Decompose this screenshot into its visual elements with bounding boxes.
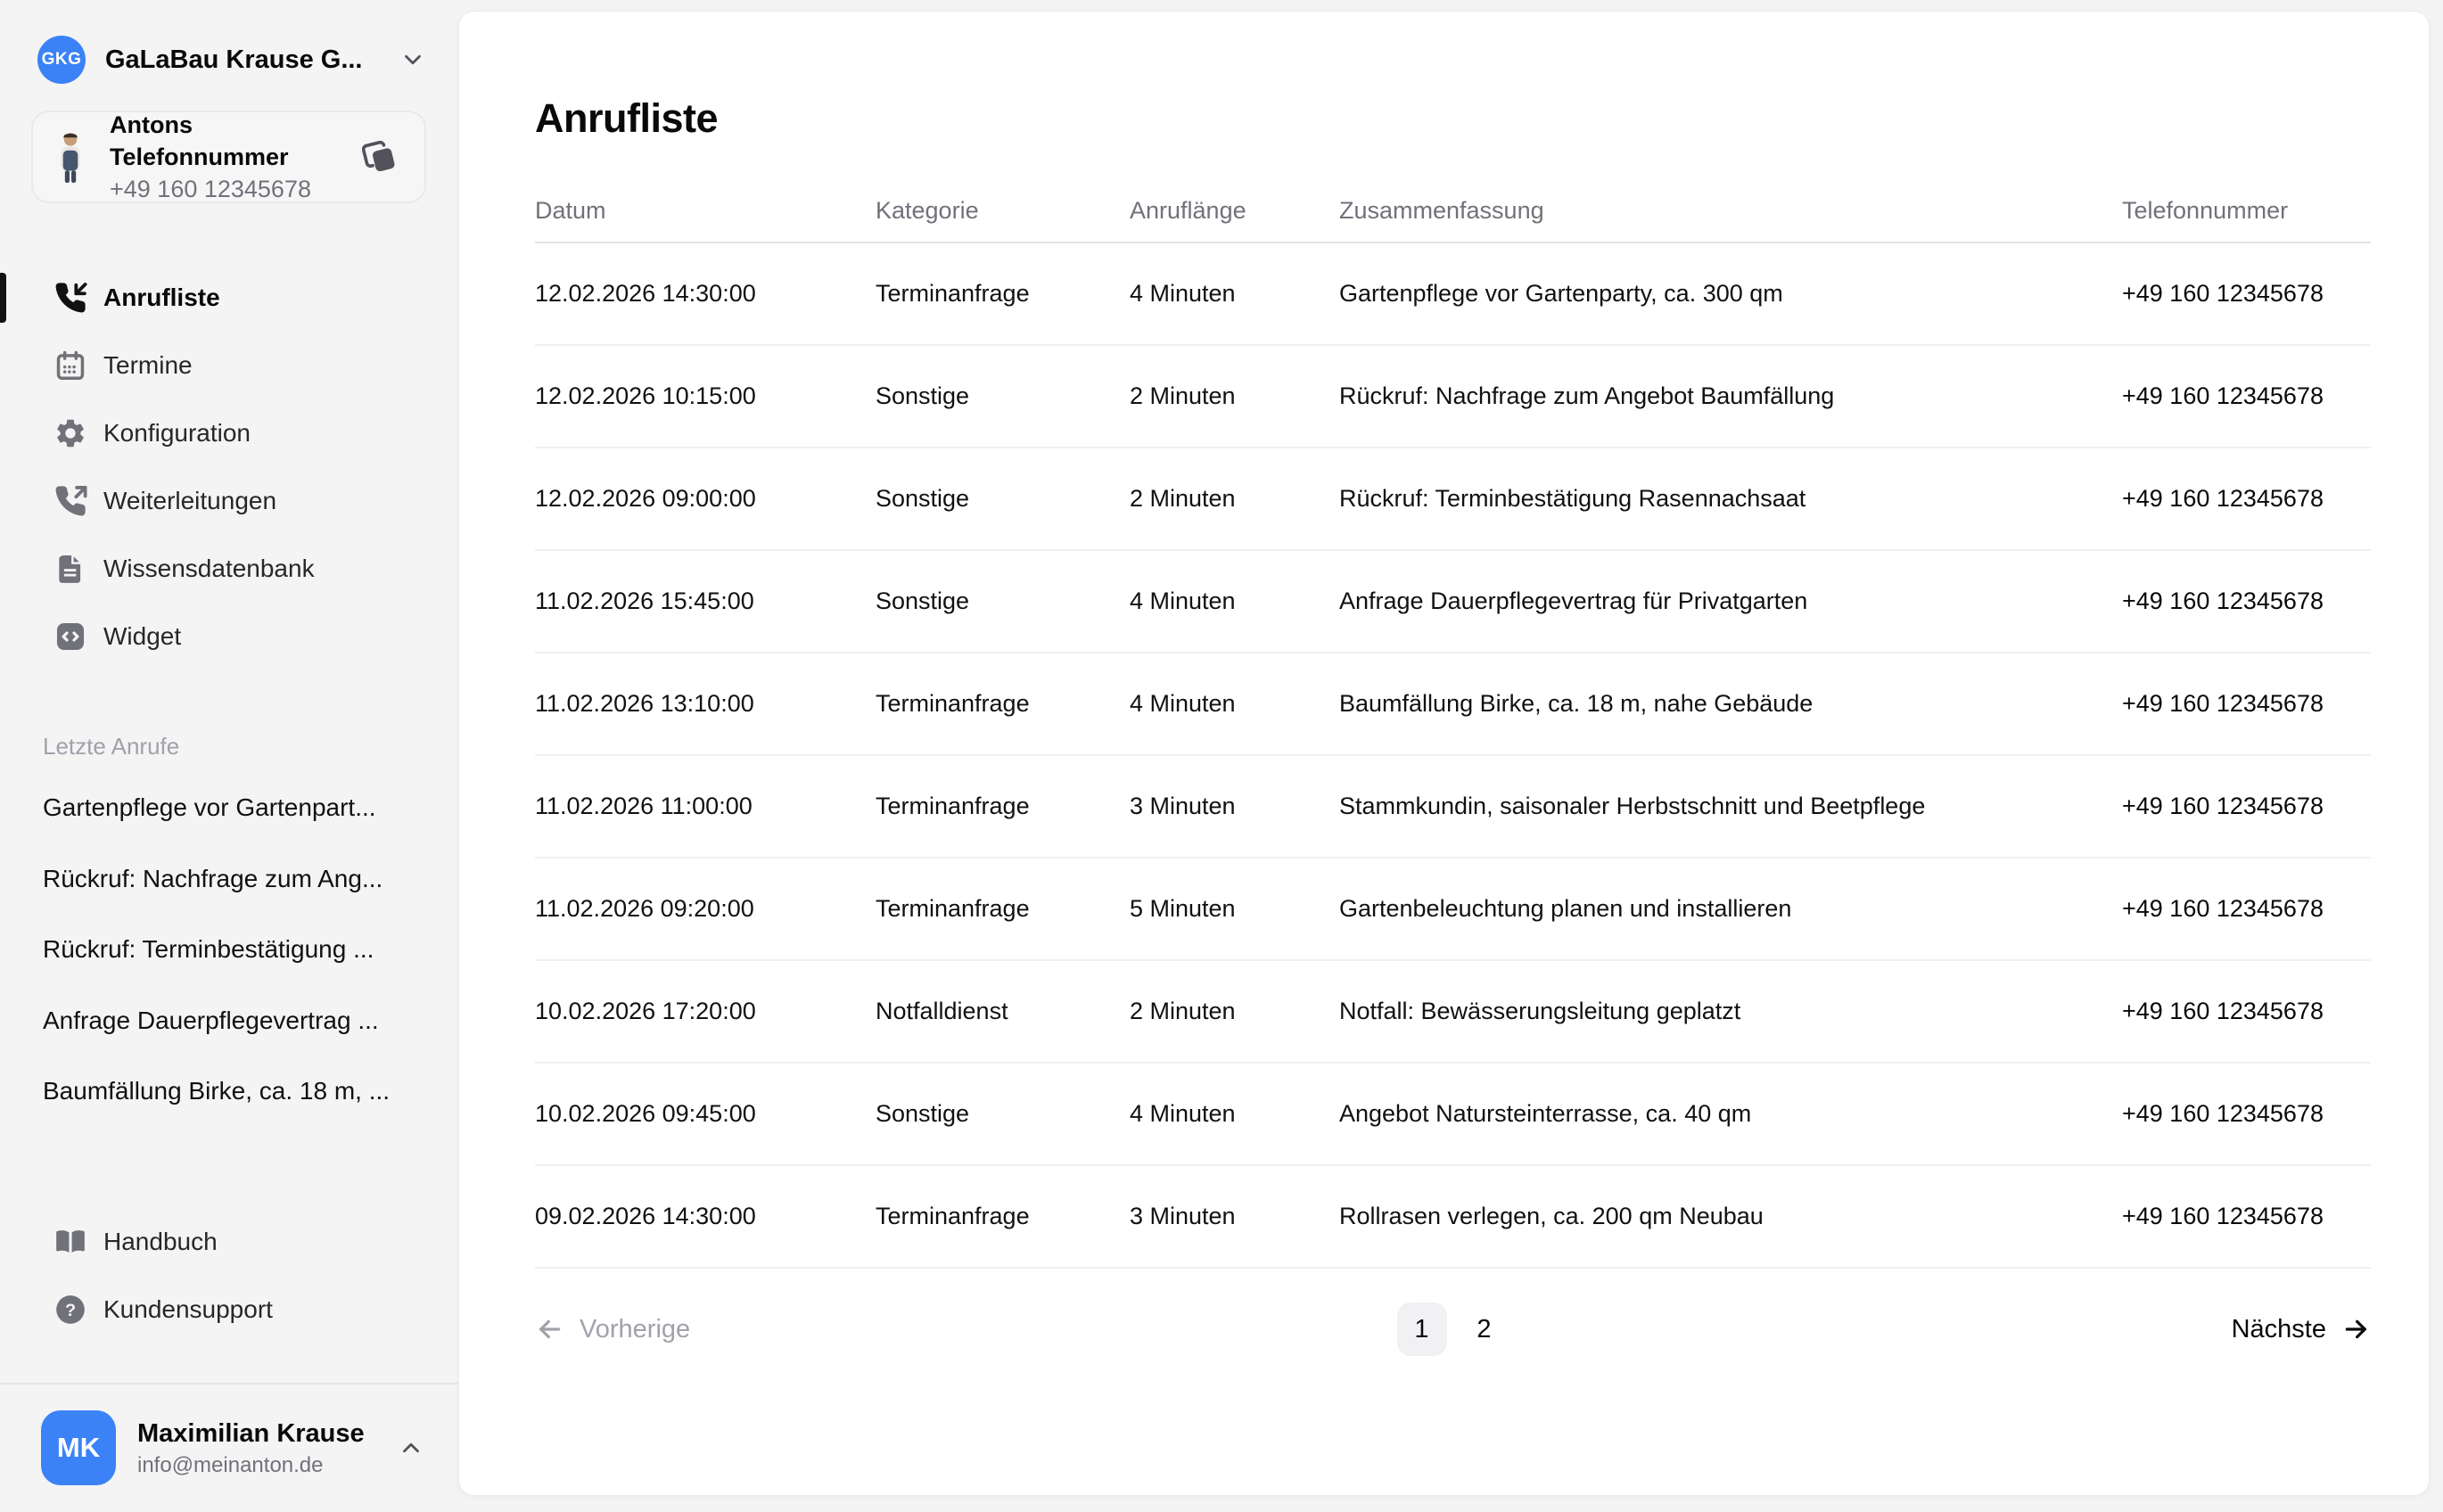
table-row: [535, 961, 2371, 1064]
recent-call-item[interactable]: Rückruf: Nachfrage zum Ang...: [43, 864, 383, 892]
table-row: [535, 243, 2371, 346]
column-header-kategorie: Kategorie: [876, 196, 979, 224]
previous-page-label: Vorherige: [580, 1314, 691, 1344]
recent-call-item[interactable]: Anfrage Dauerpflegevertrag ...: [43, 1006, 379, 1034]
phone-number-link[interactable]: +49 160 12345678: [2122, 280, 2324, 307]
table-row: [535, 859, 2371, 961]
sidebar-nav: [0, 264, 458, 670]
sidebar-item-weiterleitungen[interactable]: [0, 467, 458, 535]
sidebar-item-label: Anrufliste: [103, 284, 220, 311]
cell-datum: 12.02.2026 14:30:00: [535, 280, 756, 307]
cell-anruflaenge: 2 Minuten: [1130, 382, 1236, 409]
sidebar-item-label: Termine: [103, 351, 193, 379]
cell-datum: 11.02.2026 15:45:00: [535, 588, 754, 614]
cell-zusammenfassung: Rückruf: Terminbestätigung Rasennachsaat: [1339, 485, 1806, 512]
pagination: [535, 1301, 2371, 1358]
cell-zusammenfassung: Angebot Natursteinterrasse, ca. 40 qm: [1339, 1100, 1752, 1127]
cell-zusammenfassung: Anfrage Dauerpflegevertrag für Privatgarten: [1339, 588, 1808, 614]
cell-anruflaenge: 4 Minuten: [1130, 690, 1236, 717]
phone-card-number: +49 160 12345678: [110, 175, 311, 202]
table-row: [535, 551, 2371, 653]
cell-zusammenfassung: Stammkundin, saisonaler Herbstschnitt und Beetpflege: [1339, 793, 1926, 819]
cell-zusammenfassung: Rückruf: Nachfrage zum Angebot Baumfällung: [1339, 382, 1835, 409]
phone-number-link[interactable]: +49 160 12345678: [2122, 793, 2324, 819]
cell-kategorie: Sonstige: [876, 588, 970, 614]
svg-text:?: ?: [64, 1300, 77, 1320]
user-email: info@meinanton.de: [137, 1452, 324, 1477]
user-text: [137, 1418, 376, 1479]
cell-kategorie: Notfalldienst: [876, 998, 1008, 1024]
cell-zusammenfassung: Notfall: Bewässerungsleitung geplatzt: [1339, 998, 1741, 1024]
cell-datum: 09.02.2026 14:30:00: [535, 1203, 756, 1229]
page-button-2[interactable]: 2: [1476, 1314, 1492, 1344]
page-numbers: [1397, 1302, 1509, 1356]
cell-anruflaenge: 5 Minuten: [1130, 895, 1236, 922]
main-panel: [458, 11, 2430, 1496]
cell-datum: 11.02.2026 13:10:00: [535, 690, 754, 717]
recent-call-item[interactable]: Gartenpflege vor Gartenpart...: [43, 793, 376, 821]
column-header-datum: Datum: [535, 196, 606, 224]
sidebar-item-handbuch[interactable]: [0, 1208, 458, 1276]
sidebar: [0, 0, 458, 1512]
chevron-up-icon: [398, 1434, 424, 1461]
sidebar-item-label: Wissensdatenbank: [103, 555, 315, 582]
phone-number-link[interactable]: +49 160 12345678: [2122, 690, 2324, 717]
cell-kategorie: Terminanfrage: [876, 280, 1030, 307]
table-row: [535, 756, 2371, 859]
cell-kategorie: Terminanfrage: [876, 793, 1030, 819]
arrow-right-icon: [2342, 1315, 2371, 1344]
cell-anruflaenge: 3 Minuten: [1130, 1203, 1236, 1229]
cell-datum: 12.02.2026 10:15:00: [535, 382, 756, 409]
sidebar-item-label: Handbuch: [103, 1227, 218, 1255]
previous-page-button[interactable]: [535, 1315, 690, 1344]
sidebar-item-anrufliste[interactable]: [0, 264, 458, 332]
book-icon: [53, 1225, 87, 1259]
person-avatar: [54, 130, 86, 184]
phone-number-link[interactable]: +49 160 12345678: [2122, 382, 2324, 409]
cell-anruflaenge: 4 Minuten: [1130, 280, 1236, 307]
cell-kategorie: Sonstige: [876, 1100, 970, 1127]
chevron-down-icon: [399, 46, 426, 73]
page-title: Anrufliste: [535, 95, 719, 141]
user-menu[interactable]: [0, 1383, 458, 1512]
cell-anruflaenge: 4 Minuten: [1130, 588, 1236, 614]
column-header-telefonnummer: Telefonnummer: [2122, 196, 2289, 224]
page-button-1[interactable]: 1: [1397, 1302, 1447, 1356]
phone-incoming-icon: [53, 281, 87, 315]
phone-outgoing-icon: [53, 484, 87, 518]
document-icon: [53, 552, 87, 586]
cell-kategorie: Terminanfrage: [876, 1203, 1030, 1229]
sidebar-item-widget[interactable]: [0, 603, 458, 670]
phone-number-link[interactable]: +49 160 12345678: [2122, 1100, 2324, 1127]
cell-kategorie: Terminanfrage: [876, 690, 1030, 717]
sidebar-item-label: Widget: [103, 622, 182, 650]
sidebar-item-konfiguration[interactable]: [0, 399, 458, 467]
next-page-label: Nächste: [2231, 1314, 2326, 1344]
help-circle-icon: [53, 1293, 87, 1327]
cell-anruflaenge: 4 Minuten: [1130, 1100, 1236, 1127]
phone-card-text: [110, 109, 337, 205]
copy-phone-button[interactable]: [360, 137, 399, 177]
cell-datum: 12.02.2026 09:00:00: [535, 485, 756, 512]
table-row: [535, 346, 2371, 448]
copy-icon: [362, 139, 398, 175]
phone-number-link[interactable]: +49 160 12345678: [2122, 1203, 2324, 1229]
table-header-row: [535, 179, 2371, 243]
calendar-icon: [53, 349, 87, 382]
sidebar-item-kundensupport[interactable]: [0, 1276, 458, 1344]
help-section: [0, 1208, 458, 1383]
phone-card-label: Antons Telefonnummer: [110, 111, 289, 171]
workspace-selector[interactable]: [0, 0, 458, 84]
column-header-anruflaenge: Anruflänge: [1130, 196, 1246, 224]
cell-datum: 11.02.2026 11:00:00: [535, 793, 753, 819]
cell-anruflaenge: 2 Minuten: [1130, 485, 1236, 512]
arrow-left-icon: [535, 1315, 563, 1344]
phone-number-link[interactable]: +49 160 12345678: [2122, 998, 2324, 1024]
cell-zusammenfassung: Rollrasen verlegen, ca. 200 qm Neubau: [1339, 1203, 1764, 1229]
cell-datum: 10.02.2026 17:20:00: [535, 998, 756, 1024]
sidebar-item-wissensdatenbank[interactable]: [0, 535, 458, 603]
sidebar-item-termine[interactable]: [0, 332, 458, 399]
workspace-avatar: GKG: [37, 36, 86, 84]
cell-anruflaenge: 2 Minuten: [1130, 998, 1236, 1024]
call-table: [535, 179, 2371, 1269]
cell-kategorie: Terminanfrage: [876, 895, 1030, 922]
recent-call-item[interactable]: Baumfällung Birke, ca. 18 m, ...: [43, 1077, 391, 1105]
table-row: [535, 448, 2371, 551]
phone-number-link[interactable]: +49 160 12345678: [2122, 588, 2324, 614]
recent-calls-heading: Letzte Anrufe: [43, 733, 180, 760]
table-row: [535, 1166, 2371, 1269]
user-name: Maximilian Krause: [137, 1419, 365, 1449]
code-widget-icon: [53, 620, 87, 653]
sidebar-item-label: Konfiguration: [103, 419, 251, 447]
recent-calls-section: [0, 733, 458, 1147]
phone-number-link[interactable]: +49 160 12345678: [2122, 895, 2324, 922]
cell-datum: 11.02.2026 09:20:00: [535, 895, 754, 922]
user-avatar: MK: [41, 1410, 116, 1485]
gear-icon: [53, 416, 87, 450]
cell-kategorie: Sonstige: [876, 485, 970, 512]
cell-zusammenfassung: Gartenpflege vor Gartenparty, ca. 300 qm: [1339, 280, 1783, 307]
workspace-name: GaLaBau Krause G...: [105, 45, 363, 74]
sidebar-item-label: Kundensupport: [103, 1294, 273, 1323]
recent-call-item[interactable]: Rückruf: Terminbestätigung ...: [43, 935, 374, 964]
column-header-zusammenfassung: Zusammenfassung: [1339, 196, 1544, 224]
cell-kategorie: Sonstige: [876, 382, 970, 409]
table-row: [535, 653, 2371, 756]
next-page-button[interactable]: [2232, 1315, 2371, 1344]
cell-datum: 10.02.2026 09:45:00: [535, 1100, 756, 1127]
table-row: [535, 1064, 2371, 1166]
cell-zusammenfassung: Baumfällung Birke, ca. 18 m, nahe Gebäude: [1339, 690, 1814, 717]
cell-zusammenfassung: Gartenbeleuchtung planen und installieren: [1339, 895, 1792, 922]
phone-number-link[interactable]: +49 160 12345678: [2122, 485, 2324, 512]
cell-anruflaenge: 3 Minuten: [1130, 793, 1236, 819]
sidebar-item-label: Weiterleitungen: [103, 487, 277, 514]
phone-number-card: [31, 111, 426, 203]
